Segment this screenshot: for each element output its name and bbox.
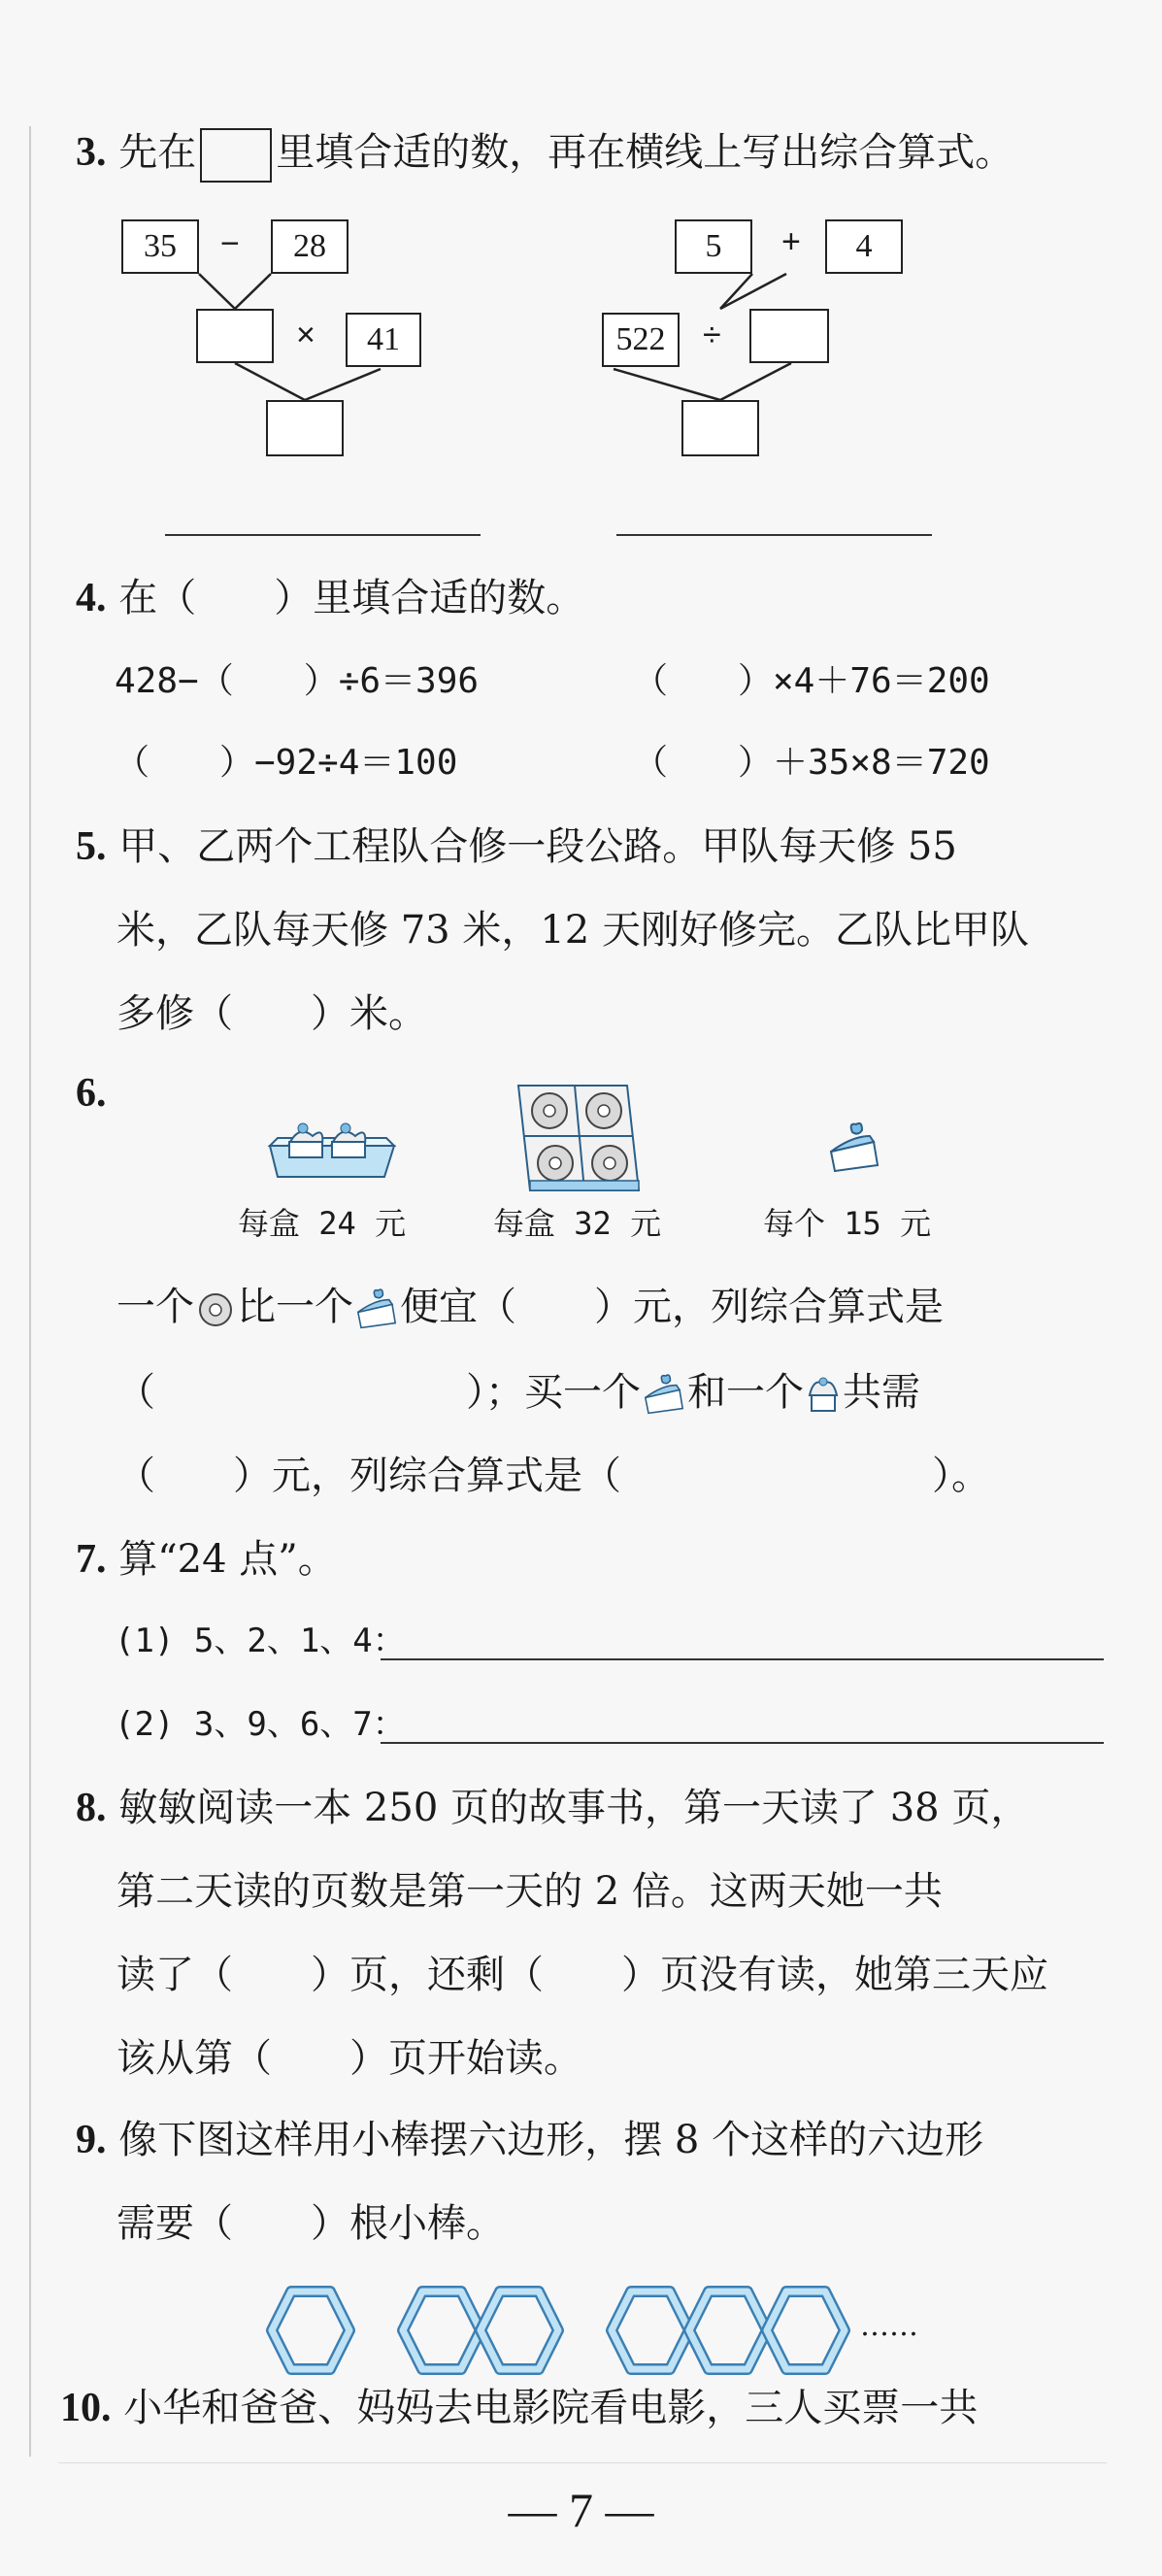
q3-right-op1: + xyxy=(781,223,801,260)
bottom-rule xyxy=(58,2462,1107,2463)
q3-text-after: 里填合适的数，再在横线上写出综合算式。 xyxy=(276,130,1014,175)
q4-text: 在（ ）里填合适的数。 xyxy=(118,576,585,620)
hexagon-triple xyxy=(612,2292,845,2369)
q4-prompt xyxy=(76,575,584,621)
q8-line4: 该从第（ ）页开始读。 xyxy=(116,2036,582,2081)
q4-eq4: （ ）＋35×8＝720 xyxy=(633,743,990,783)
q3-left-blank-2[interactable] xyxy=(266,400,344,456)
q3-left-box-b: 28 xyxy=(271,219,349,274)
q8-line1-text: 敏敏阅读一本 250 页的故事书，第一天读了 38 页， xyxy=(118,1786,1030,1830)
q8-number: 8. xyxy=(76,1786,107,1830)
q4-eq1: 428−（ ）÷6＝396 xyxy=(115,661,480,701)
q6-price2: 每盒 32 元 xyxy=(493,1205,662,1242)
q9-line1 xyxy=(76,2117,983,2163)
cake-slice-icon xyxy=(825,1122,883,1175)
q7-number: 7. xyxy=(76,1537,107,1582)
q3-left-box-a: 35 xyxy=(121,219,199,274)
cake-slice-icon-inline xyxy=(353,1288,400,1331)
q3-right-box-c: 522 xyxy=(602,313,680,367)
q7-item1: (1) 5、2、1、4： xyxy=(115,1622,406,1660)
cupcake-icon xyxy=(804,1374,843,1417)
q5-line3: 多修（ ）米。 xyxy=(116,991,427,1036)
q6-l1a: 一个 xyxy=(116,1285,194,1329)
q3-right-blank-1[interactable] xyxy=(749,309,829,363)
q3-right-blank-2[interactable] xyxy=(681,400,759,456)
q4-number: 4. xyxy=(76,576,107,620)
q8-line3: 读了（ ）页，还剩（ ）页没有读，她第三天应 xyxy=(116,1953,1048,1997)
q3-right-box-a: 5 xyxy=(675,219,752,274)
q6-l2b: 和一个 xyxy=(687,1370,804,1415)
q10-line1 xyxy=(60,2385,978,2431)
q6-price1: 每盒 24 元 xyxy=(238,1205,407,1242)
q5-line2: 米，乙队每天修 73 米，12 天刚好修完。乙队比甲队 xyxy=(116,908,1029,953)
donut-icon xyxy=(194,1288,237,1331)
q7-answer-line-2[interactable] xyxy=(381,1742,1104,1744)
cake-slice-icon-inline-2 xyxy=(641,1374,687,1417)
q7-prompt xyxy=(76,1536,337,1583)
q5-line1 xyxy=(76,823,957,870)
q6-line2 xyxy=(116,1369,920,1417)
q3-left-box-c: 41 xyxy=(346,313,421,367)
q6-l1b: 比一个 xyxy=(237,1285,353,1329)
q5-number: 5. xyxy=(76,824,107,869)
hexagon-1 xyxy=(272,2292,349,2369)
q3-number: 3. xyxy=(76,130,107,175)
q9-line2: 需要（ ）根小棒。 xyxy=(116,2201,505,2246)
q9-number: 9. xyxy=(76,2118,107,2162)
q6-line3: （ ）元，列综合算式是（ ）。 xyxy=(116,1454,990,1498)
q6-l2a: （ ）；买一个 xyxy=(116,1370,641,1415)
page-number: — 7 — xyxy=(508,2483,654,2537)
q9-ellipsis: …… xyxy=(860,2309,918,2343)
q3-left-blank-1[interactable] xyxy=(196,309,274,363)
hexagon-sticks-figure xyxy=(262,2282,883,2379)
q3-left-op2: × xyxy=(296,317,315,353)
q6-line1 xyxy=(116,1284,944,1331)
q3-right-box-b: 4 xyxy=(825,219,903,274)
q6-number: 6. xyxy=(76,1071,107,1116)
q3-right-op2: ÷ xyxy=(703,317,721,353)
donut-box-icon xyxy=(515,1076,643,1200)
cupcake-box-icon xyxy=(260,1117,404,1185)
q3-text-before: 先在 xyxy=(118,130,197,175)
q3-answer-line-right[interactable] xyxy=(616,534,932,536)
q8-line2: 第二天读的页数是第一天的 2 倍。这两天她一共 xyxy=(116,1869,943,1914)
q4-eq2: （ ）×4＋76＝200 xyxy=(633,661,990,701)
q3-answer-line-left[interactable] xyxy=(165,534,481,536)
q7-item2: (2) 3、9、6、7： xyxy=(115,1705,406,1744)
q10-number: 10. xyxy=(60,2386,112,2430)
hexagon-pair xyxy=(403,2292,558,2369)
q9-line1-text: 像下图这样用小棒摆六边形，摆 8 个这样的六边形 xyxy=(118,2118,984,2162)
q6-l1c: 便宜（ ）元，列综合算式是 xyxy=(400,1285,944,1329)
q7-text: 算“24 点”。 xyxy=(118,1537,337,1582)
q6-number-wrap xyxy=(76,1070,107,1117)
q10-line1-text: 小华和爸爸、妈妈去电影院看电影，三人买票一共 xyxy=(123,2386,979,2430)
q6-price3: 每个 15 元 xyxy=(763,1205,932,1242)
q8-line1 xyxy=(76,1785,1029,1831)
q6-l2c: 共需 xyxy=(843,1370,920,1415)
q7-answer-line-1[interactable] xyxy=(381,1658,1104,1660)
q4-eq3: （ ）−92÷4＝100 xyxy=(115,743,458,783)
q5-line1-text: 甲、乙两个工程队合修一段公路。甲队每天修 55 xyxy=(118,824,957,869)
q3-left-op1: − xyxy=(220,225,240,262)
